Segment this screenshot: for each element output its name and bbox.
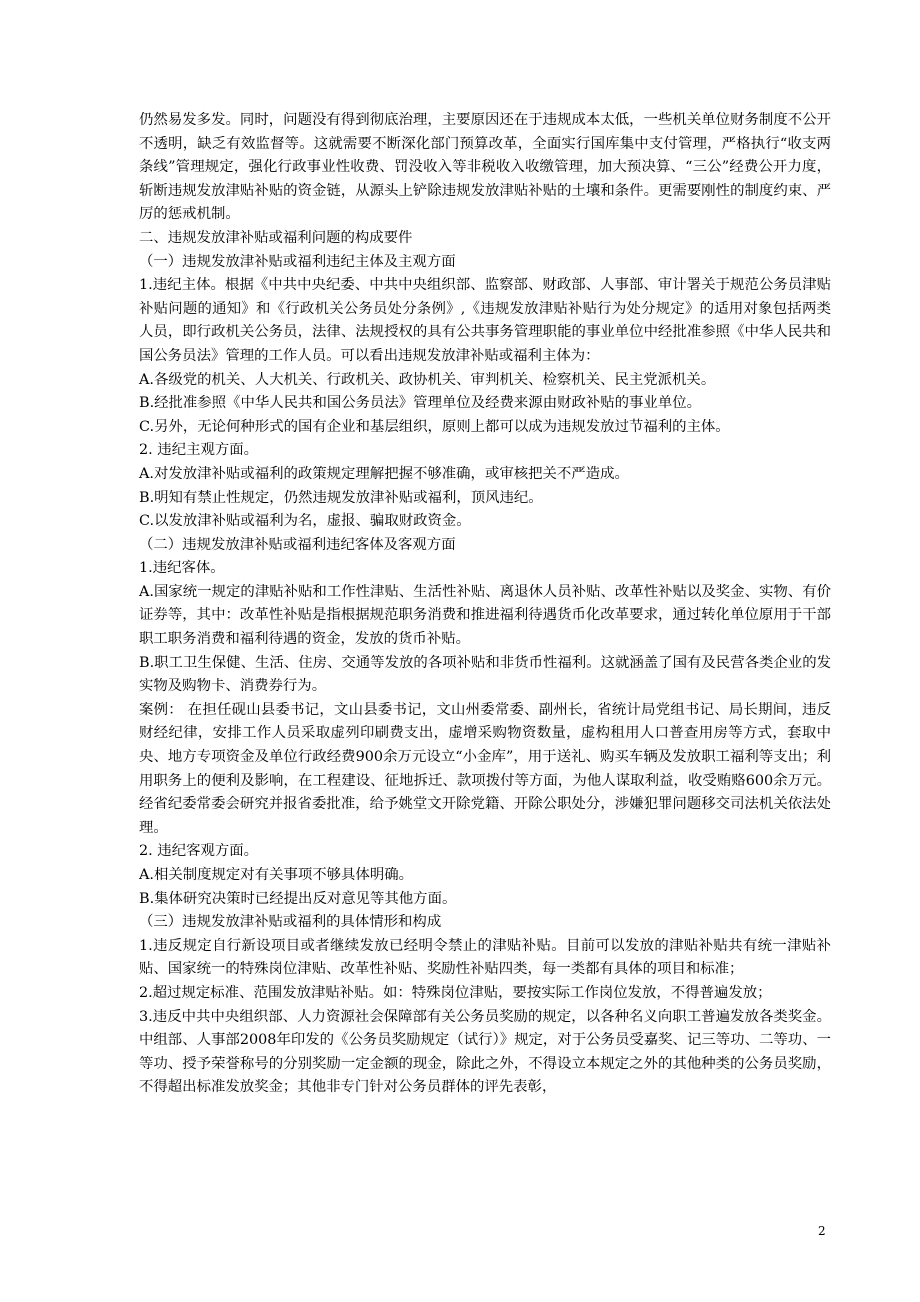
list-item: 3.违反中共中央组织部、人力资源社会保障部有关公务员奖励的规定，以各种名义向职工普遍发放各类奖金。中组部、人事部2008年印发的《公务员奖励规定（试行）》规定，对于公务员受嘉奖、记三等功、二等功、一等功、授予荣誉称号的分别奖励一定金额的现金，除此之外，不得设立本规定之外的其他种类的公务员奖励，不得超出标准发放奖金；其他非专门针对公务员群体的评先表彰， xyxy=(139,1008,831,1096)
document-body xyxy=(139,109,831,1100)
list-item: B.经批准参照《中华人民共和国公务员法》管理单位及经费来源由财政补贴的事业单位。 xyxy=(139,395,701,412)
section-heading-2: 二、违规发放津补贴或福利问题的构成要件 xyxy=(139,229,413,246)
paragraph-case-study: 案例： 在担任砚山县委书记，文山县委书记，文山州委常委、副州长，省统计局党组书记、局长期间，违反财经纪律，安排工作人员采取虚列印刷费支出，虚增采购物资数量，虚构租用人口普查用房等方式，套取中央、地方专项资金及单位行政经费900余万元设立“小金库”，用于送礼、购买车辆及发放职工福利等支出；利用职务上的便利及影响，在工程建设、征地拆迁、款项拨付等方面，为他人谋取利益，收受贿赂600余万元。经省纪委常委会研究并报省委批准，给予姚堂文开除党籍、开除公职处分，涉嫌犯罪问题移交司法机关依法处理。 xyxy=(139,701,831,836)
list-item: B.集体研究决策时已经提出反对意见等其他方面。 xyxy=(139,890,457,907)
list-item: B.明知有禁止性规定，仍然违规发放津补贴或福利，顶风违纪。 xyxy=(139,489,543,506)
paragraph-violation-object: 1.违纪客体。 xyxy=(139,560,225,577)
list-item: 1.违反规定自行新设项目或者继续发放已经明令禁止的津贴补贴。目前可以发放的津贴补贴共有统一津贴补贴、国家统一的特殊岗位津贴、改革性补贴、奖励性补贴四类，每一类都有具体的项目和标准； xyxy=(139,937,831,978)
list-item: C.另外，无论何种形式的国有企业和基层组织，原则上都可以成为违规发放过节福利的主体。 xyxy=(139,418,730,435)
page-number: 2 xyxy=(818,1224,826,1238)
list-item: A.对发放津补贴或福利的政策规定理解把握不够准确，或审核把关不严造成。 xyxy=(139,465,629,482)
list-item: A.国家统一规定的津贴补贴和工作性津贴、生活性补贴、离退休人员补贴、改革性补贴以及奖金、实物、有价证券等，其中：改革性补贴是指根据规范职务消费和推进福利待遇货币化改革要求，通过转化单位原用于干部职工职务消费和福利待遇的资金，发放的货币补贴。 xyxy=(139,583,831,648)
subsection-heading-2: （二）违规发放津补贴或福利违纪客体及客观方面 xyxy=(139,536,456,553)
paragraph-violation-subject: 1.违纪主体。根据《中共中央纪委、中共中央组织部、监察部、财政部、人事部、审计署关于规范公务员津贴补贴问题的通知》和《行政机关公务员处分条例》,《违规发放津贴补贴行为处分规定》的适用对象包括两类人员，即行政机关公务员，法律、法规授权的具有公共事务管理职能的事业单位中经批准参照《中华人民共和国公务员法》管理的工作人员。可以看出违规发放津补贴或福利主体为： xyxy=(139,277,831,364)
paragraph-subjective-aspect: 2. 违纪主观方面。 xyxy=(139,442,259,459)
list-item: 2.超过规定标准、范围发放津贴补贴。如：特殊岗位津贴，要按实际工作岗位发放，不得普遍发放； xyxy=(139,984,772,1001)
paragraph-objective-aspect: 2. 违纪客观方面。 xyxy=(139,843,259,860)
paragraph-intro-continuation: 仍然易发多发。同时，问题没有得到彻底治理，主要原因还在于违规成本太低，一些机关单位财务制度不公开不透明，缺乏有效监督等。这就需要不断深化部门预算改革，全面实行国库集中支付管理，严格执行“收支两条线”管理规定，强化行政事业性收费、罚没收入等非税收入收缴管理，加大预决算、“三公”经费公开力度，斩断违规发放津贴补贴的资金链，从源头上铲除违规发放津贴补贴的土壤和条件。更需要刚性的制度约束、严厉的惩戒机制。 xyxy=(139,112,831,223)
list-item: C.以发放津补贴或福利为名，虚报、骗取财政资金。 xyxy=(139,513,471,530)
list-item: A.相关制度规定对有关事项不够具体明确。 xyxy=(139,867,413,883)
subsection-heading-1: （一）违规发放津补贴或福利违纪主体及主观方面 xyxy=(139,253,456,270)
list-item: A.各级党的机关、人大机关、行政机关、政协机关、审判机关、检察机关、民主党派机关。 xyxy=(139,371,716,388)
subsection-heading-3: （三）违规发放津补贴或福利的具体情形和构成 xyxy=(139,914,442,931)
list-item: B.职工卫生保健、生活、住房、交通等发放的各项补贴和非货币性福利。这就涵盖了国有及民营各类企业的发实物及购物卡、消费券行为。 xyxy=(139,654,831,695)
